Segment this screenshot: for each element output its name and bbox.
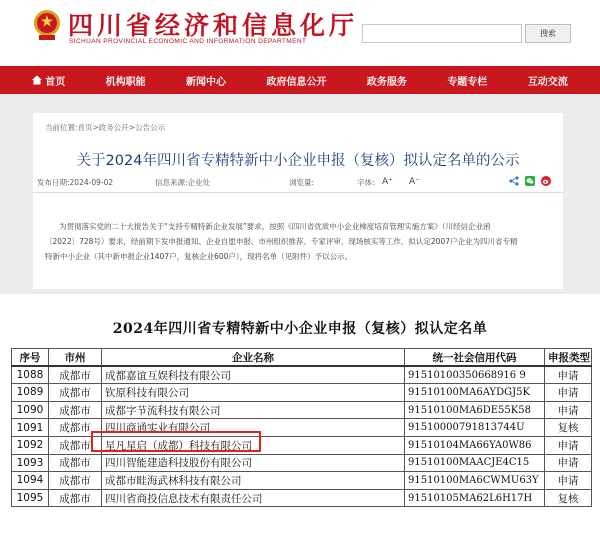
table-row (12, 401, 592, 419)
column-header-type: 申报类型 (545, 349, 592, 367)
row-city: 成都市 (49, 384, 102, 402)
row-credit-code: 91510100MA6CWMU63Y (405, 472, 545, 490)
column-header-credit-code: 统一社会信用代码 (405, 349, 545, 367)
row-credit-code: 91510105MA62L6H17H (405, 489, 545, 507)
row-credit-code: 91510100MAACJE4C15 (405, 454, 545, 472)
table-row (12, 454, 592, 472)
nav-item-topics[interactable]: 专题专栏 (447, 76, 488, 88)
row-city: 成都市 (49, 401, 102, 419)
share-icon[interactable] (509, 176, 519, 186)
font-decrease-button[interactable]: A⁻ (409, 177, 420, 187)
row-city: 成都市 (49, 436, 102, 454)
site-title[interactable]: 四川省经济和信息化厅 (68, 11, 359, 40)
table-row (12, 366, 592, 384)
row-city: 成都市 (49, 366, 102, 384)
row-credit-code: 91510100350668916 9 (405, 366, 545, 384)
row-company-name: 四川智能建造科技股份有限公司 (102, 454, 405, 472)
nav-item-institution[interactable]: 机构职能 (105, 76, 146, 88)
row-company-name: 钦原科技有限公司 (102, 384, 405, 402)
row-credit-code: 91510104MA66YA0W86 (405, 436, 545, 454)
table-header-row (12, 349, 592, 367)
row-city: 成都市 (49, 419, 102, 437)
body-paragraph: 特新中小企业（其中新申报企业1407户，复核企业600户），现将名单（见附件）予以公示。 (45, 252, 353, 261)
row-index: 1094 (12, 472, 49, 490)
info-source: 信息来源:企业处 (155, 178, 211, 187)
table-row (12, 472, 592, 490)
weibo-icon[interactable] (541, 176, 551, 186)
article-meta (33, 173, 563, 193)
company-table (11, 348, 592, 507)
row-credit-code: 91510100MA6AYDGJ5K (405, 384, 545, 402)
row-index: 1092 (12, 436, 49, 454)
publish-date: 发布日期:2024-09-02 (37, 178, 114, 187)
row-type: 申请 (545, 384, 592, 402)
wechat-icon[interactable] (525, 176, 535, 186)
table-row (12, 489, 592, 507)
article-body (45, 219, 551, 264)
nav-item-services[interactable]: 政务服务 (366, 76, 407, 88)
article-title: 关于2024年四川省专精特新中小企业申报（复核）拟认定名单的公示 (76, 153, 520, 169)
column-header-index: 序号 (12, 349, 49, 367)
nav-item-interaction[interactable]: 互动交流 (527, 76, 568, 88)
breadcrumb[interactable]: 当前位置:首页>政务公开>公告公示 (45, 123, 166, 132)
row-index: 1095 (12, 489, 49, 507)
search-button[interactable]: 搜索 (525, 24, 571, 43)
national-emblem-icon (32, 8, 62, 42)
row-type: 申请 (545, 436, 592, 454)
row-type: 复核 (545, 489, 592, 507)
row-credit-code: 91510100MA6DE55K58 (405, 401, 545, 419)
nav-item-label: 首页 (45, 76, 66, 88)
row-city: 成都市 (49, 489, 102, 507)
nav-item-gov-info[interactable]: 政府信息公开 (266, 76, 327, 88)
table-row (12, 384, 592, 402)
article-panel (33, 113, 563, 289)
row-city: 成都市 (49, 454, 102, 472)
home-icon (32, 75, 42, 85)
site-header (0, 0, 600, 66)
row-type: 申请 (545, 366, 592, 384)
main-nav (0, 66, 600, 94)
row-company-name: 成都字节流科技有限公司 (102, 401, 405, 419)
row-index: 1093 (12, 454, 49, 472)
row-city: 成都市 (49, 472, 102, 490)
row-credit-code: 91510000791813744U (405, 419, 545, 437)
row-company-name: 成都市畦海武林科技有限公司 (102, 472, 405, 490)
row-type: 申请 (545, 472, 592, 490)
row-company-name: 四川商通实业有限公司 (102, 419, 405, 437)
view-count: 浏览量: (289, 178, 315, 187)
row-index: 1089 (12, 384, 49, 402)
row-company-name: 成都嘉谊互娱科技有限公司 (102, 366, 405, 384)
row-index: 1090 (12, 401, 49, 419)
column-header-company: 企业名称 (102, 349, 405, 367)
site-subtitle: SICHUAN PROVINCIAL ECONOMIC AND INFORMATION DEPARTMENT (69, 38, 307, 45)
body-paragraph: 为贯彻落实党的二十大报告关于“支持专精特新企业发展”要求，按照《四川省优质中小企业梯度培育管理实施方案》（川经信企业函 (59, 222, 491, 231)
font-size-label: 字体: (357, 178, 375, 187)
body-paragraph: 〔2022〕728号）要求，经前期下发申报通知、企业自愿申报、市州组织推荐、专家评审、现场核实等工作，拟认定2007户企业为四川省专精 (45, 237, 518, 246)
row-type: 复核 (545, 419, 592, 437)
row-index: 1088 (12, 366, 49, 384)
row-index: 1091 (12, 419, 49, 437)
font-increase-button[interactable]: A⁺ (382, 177, 393, 187)
row-company-name: 星凡星启（成都）科技有限公司 (102, 436, 405, 454)
row-type: 申请 (545, 401, 592, 419)
search-input[interactable] (362, 24, 522, 43)
row-company-name: 四川省商投信息技术有限责任公司 (102, 489, 405, 507)
list-title: 2024年四川省专精特新中小企业申报（复核）拟认定名单 (112, 321, 488, 337)
row-type: 申请 (545, 454, 592, 472)
column-header-city: 市州 (49, 349, 102, 367)
nav-item-home[interactable] (32, 73, 65, 88)
highlight-box (91, 431, 261, 452)
nav-item-news[interactable]: 新闻中心 (186, 76, 227, 88)
